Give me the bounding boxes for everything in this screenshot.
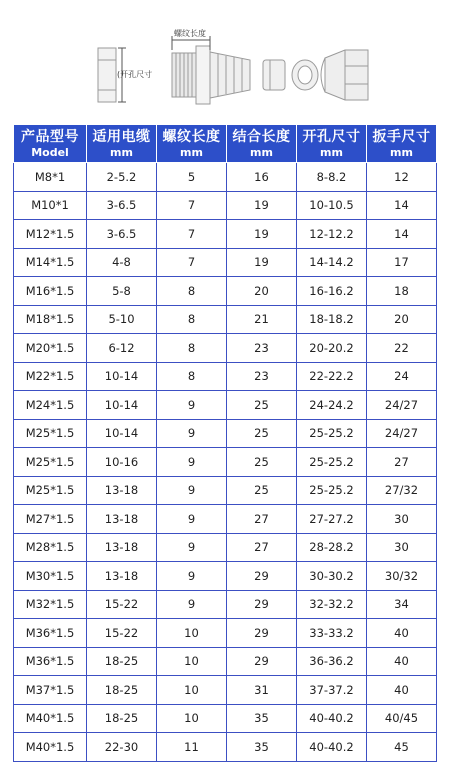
cell-cable-range: 13-18: [87, 562, 157, 591]
cell-hole-size: 37-37.2: [297, 676, 367, 705]
header-hole-size: 开孔尺寸 mm: [297, 125, 367, 163]
table-row: [14, 733, 437, 762]
table-row: [14, 676, 437, 705]
header-model: 产品型号 Model: [14, 125, 87, 163]
cap-nut-part: [321, 50, 368, 100]
cell-hole-size: 40-40.2: [297, 704, 367, 733]
cell-model: M10*1: [14, 191, 87, 220]
cell-thread-length: 9: [157, 590, 227, 619]
cell-model: M8*1: [14, 163, 87, 192]
cell-cable-range: 5-8: [87, 277, 157, 306]
cell-hole-size: 12-12.2: [297, 220, 367, 249]
cell-hole-size: 16-16.2: [297, 277, 367, 306]
cell-thread-length: 9: [157, 505, 227, 534]
cell-combined-length: 27: [227, 533, 297, 562]
cell-combined-length: 23: [227, 334, 297, 363]
cell-combined-length: 29: [227, 619, 297, 648]
cell-thread-length: 9: [157, 448, 227, 477]
cell-model: M40*1.5: [14, 733, 87, 762]
cell-combined-length: 19: [227, 248, 297, 277]
cell-model: M40*1.5: [14, 704, 87, 733]
cell-thread-length: 10: [157, 676, 227, 705]
cell-wrench-size: 22: [367, 334, 437, 363]
table-row: [14, 191, 437, 220]
cell-cable-range: 18-25: [87, 704, 157, 733]
cell-cable-range: 18-25: [87, 676, 157, 705]
cell-thread-length: 10: [157, 704, 227, 733]
cell-thread-length: 9: [157, 562, 227, 591]
cell-model: M27*1.5: [14, 505, 87, 534]
table-row: [14, 533, 437, 562]
cell-combined-length: 20: [227, 277, 297, 306]
cell-cable-range: 22-30: [87, 733, 157, 762]
cell-thread-length: 8: [157, 305, 227, 334]
cell-model: M22*1.5: [14, 362, 87, 391]
cell-combined-length: 23: [227, 362, 297, 391]
cell-thread-length: 8: [157, 277, 227, 306]
table-header-row: [14, 125, 437, 163]
cell-hole-size: 25-25.2: [297, 476, 367, 505]
cell-hole-size: 18-18.2: [297, 305, 367, 334]
cell-cable-range: 3-6.5: [87, 220, 157, 249]
cell-combined-length: 16: [227, 163, 297, 192]
cell-wrench-size: 12: [367, 163, 437, 192]
cell-model: M37*1.5: [14, 676, 87, 705]
cell-cable-range: 13-18: [87, 476, 157, 505]
cell-model: M36*1.5: [14, 619, 87, 648]
cell-combined-length: 25: [227, 448, 297, 477]
hole-size-label: (开孔尺寸: [117, 70, 153, 79]
cell-cable-range: 10-14: [87, 419, 157, 448]
table-row: [14, 362, 437, 391]
cell-combined-length: 19: [227, 191, 297, 220]
cell-hole-size: 24-24.2: [297, 391, 367, 420]
table-row: [14, 448, 437, 477]
cell-combined-length: 31: [227, 676, 297, 705]
table-row: [14, 334, 437, 363]
cell-combined-length: 29: [227, 562, 297, 591]
cell-hole-size: 36-36.2: [297, 647, 367, 676]
cell-hole-size: 10-10.5: [297, 191, 367, 220]
cell-cable-range: 10-16: [87, 448, 157, 477]
cell-wrench-size: 14: [367, 220, 437, 249]
washer-part: [292, 60, 318, 90]
seal-insert-part: [263, 60, 285, 90]
cell-cable-range: 18-25: [87, 647, 157, 676]
table-row: [14, 619, 437, 648]
header-cable-range: 适用电缆 mm: [87, 125, 157, 163]
cell-combined-length: 25: [227, 391, 297, 420]
cell-wrench-size: 40/45: [367, 704, 437, 733]
cell-wrench-size: 27: [367, 448, 437, 477]
cell-hole-size: 40-40.2: [297, 733, 367, 762]
header-combined-length: 结合长度 mm: [227, 125, 297, 163]
table-row: [14, 220, 437, 249]
cell-wrench-size: 20: [367, 305, 437, 334]
cell-model: M20*1.5: [14, 334, 87, 363]
spec-table: [13, 124, 437, 762]
cell-thread-length: 11: [157, 733, 227, 762]
cell-thread-length: 9: [157, 533, 227, 562]
cell-combined-length: 35: [227, 733, 297, 762]
cell-model: M12*1.5: [14, 220, 87, 249]
cell-wrench-size: 40: [367, 676, 437, 705]
cell-combined-length: 29: [227, 647, 297, 676]
cell-cable-range: 6-12: [87, 334, 157, 363]
cell-combined-length: 27: [227, 505, 297, 534]
table-row: [14, 476, 437, 505]
cell-cable-range: 10-14: [87, 362, 157, 391]
cell-cable-range: 15-22: [87, 619, 157, 648]
table-row: [14, 248, 437, 277]
cell-combined-length: 35: [227, 704, 297, 733]
cell-cable-range: 13-18: [87, 505, 157, 534]
table-row: [14, 590, 437, 619]
cell-hole-size: 33-33.2: [297, 619, 367, 648]
cell-wrench-size: 18: [367, 277, 437, 306]
thread-part: [172, 46, 250, 104]
header-wrench-size: 扳手尺寸 mm: [367, 125, 437, 163]
cell-wrench-size: 24/27: [367, 391, 437, 420]
cell-cable-range: 4-8: [87, 248, 157, 277]
cell-model: M16*1.5: [14, 277, 87, 306]
cell-model: M25*1.5: [14, 419, 87, 448]
cell-cable-range: 15-22: [87, 590, 157, 619]
cell-combined-length: 19: [227, 220, 297, 249]
cell-hole-size: 25-25.2: [297, 419, 367, 448]
cell-wrench-size: 40: [367, 647, 437, 676]
thread-length-label: 螺纹长度: [174, 29, 206, 38]
cell-hole-size: 30-30.2: [297, 562, 367, 591]
cell-thread-length: 7: [157, 248, 227, 277]
table-row: [14, 647, 437, 676]
cell-model: M36*1.5: [14, 647, 87, 676]
cell-hole-size: 28-28.2: [297, 533, 367, 562]
cell-thread-length: 10: [157, 619, 227, 648]
cell-hole-size: 27-27.2: [297, 505, 367, 534]
cell-combined-length: 25: [227, 476, 297, 505]
cell-model: M32*1.5: [14, 590, 87, 619]
cell-thread-length: 7: [157, 220, 227, 249]
cell-wrench-size: 34: [367, 590, 437, 619]
cell-combined-length: 25: [227, 419, 297, 448]
cell-cable-range: 13-18: [87, 533, 157, 562]
cell-hole-size: 22-22.2: [297, 362, 367, 391]
table-row: [14, 704, 437, 733]
header-thread-length: 螺纹长度 mm: [157, 125, 227, 163]
cell-wrench-size: 27/32: [367, 476, 437, 505]
cell-cable-range: 3-6.5: [87, 191, 157, 220]
cell-hole-size: 20-20.2: [297, 334, 367, 363]
table-row: [14, 505, 437, 534]
cell-wrench-size: 24/27: [367, 419, 437, 448]
table-row: [14, 277, 437, 306]
cell-wrench-size: 24: [367, 362, 437, 391]
cell-thread-length: 5: [157, 163, 227, 192]
cell-cable-range: 10-14: [87, 391, 157, 420]
cell-model: M30*1.5: [14, 562, 87, 591]
cell-hole-size: 8-8.2: [297, 163, 367, 192]
cell-model: M25*1.5: [14, 448, 87, 477]
cell-cable-range: 2-5.2: [87, 163, 157, 192]
cell-wrench-size: 17: [367, 248, 437, 277]
table-row: [14, 562, 437, 591]
cell-thread-length: 8: [157, 334, 227, 363]
cell-model: M18*1.5: [14, 305, 87, 334]
cell-cable-range: 5-10: [87, 305, 157, 334]
cell-wrench-size: 40: [367, 619, 437, 648]
cell-hole-size: 32-32.2: [297, 590, 367, 619]
table-row: [14, 163, 437, 192]
table-row: [14, 305, 437, 334]
table-row: [14, 419, 437, 448]
cell-model: M24*1.5: [14, 391, 87, 420]
cable-gland-diagram: [0, 0, 451, 120]
cell-wrench-size: 30: [367, 533, 437, 562]
cell-thread-length: 8: [157, 362, 227, 391]
cell-thread-length: 7: [157, 191, 227, 220]
cell-combined-length: 29: [227, 590, 297, 619]
cell-wrench-size: 30/32: [367, 562, 437, 591]
cell-wrench-size: 45: [367, 733, 437, 762]
cell-thread-length: 9: [157, 476, 227, 505]
cell-model: M25*1.5: [14, 476, 87, 505]
cell-thread-length: 9: [157, 391, 227, 420]
table-row: [14, 391, 437, 420]
cell-wrench-size: 30: [367, 505, 437, 534]
cell-wrench-size: 14: [367, 191, 437, 220]
cell-model: M28*1.5: [14, 533, 87, 562]
cell-thread-length: 10: [157, 647, 227, 676]
cell-combined-length: 21: [227, 305, 297, 334]
cell-hole-size: 14-14.2: [297, 248, 367, 277]
cell-thread-length: 9: [157, 419, 227, 448]
cell-hole-size: 25-25.2: [297, 448, 367, 477]
cell-model: M14*1.5: [14, 248, 87, 277]
